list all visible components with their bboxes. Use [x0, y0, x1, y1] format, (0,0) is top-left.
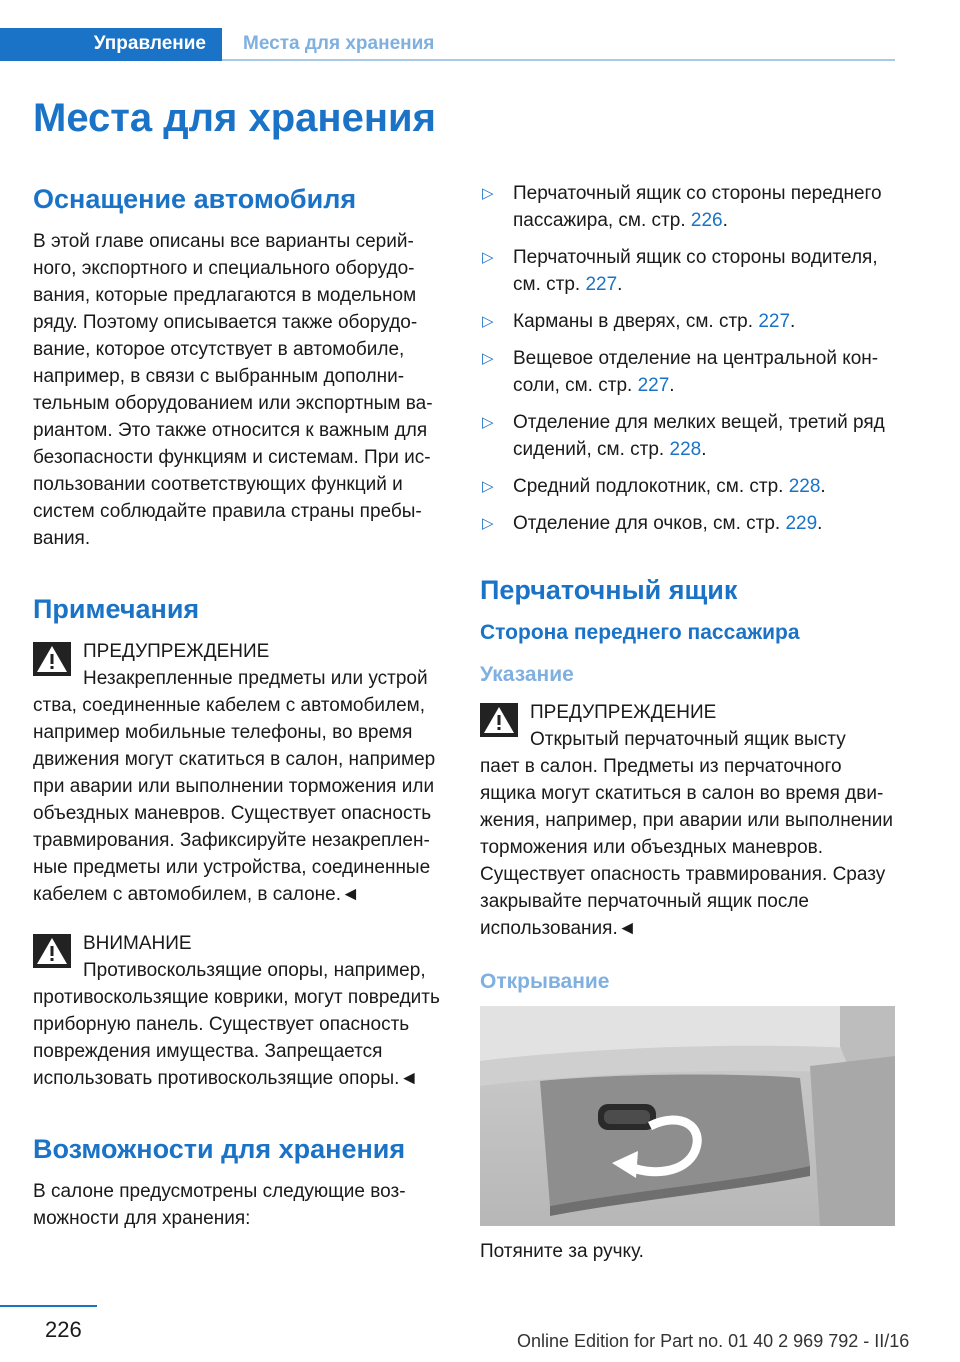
list-item: ▷ Перчаточный ящик со стороны водителя, см. стр. 227. [480, 244, 895, 298]
equipment-text: В этой главе описаны все варианты серийного, экспортного и специального оборудования, которые предлагаются в модельном ряду. Поэтому описывается также оборудование, которое отсутствует в автомобиле, например, в связи с выбранным дополнительным оборудованием или экспортным вариантом. Это также относится к важным для безопасности функциям и системам. При использовании соответствующих функций и систем соблюдайте правила страны пребывания. [33, 231, 433, 549]
caution-block [33, 930, 448, 1092]
triangle-bullet-icon: ▷ [482, 249, 494, 266]
list-item: ▷ Отделение для мелких вещей, третий ряд сидений, см. стр. 228. [480, 409, 895, 463]
caution-text: противоскользящие коврики, могут повредить приборную панель. Существует опасность повреждения имущества. Запрещается использовать противоскользящие опоры.◄ [33, 987, 440, 1089]
glovebox-photo [480, 1006, 895, 1226]
storage-text: В салоне предусмотрены следующие возможности для хранения: [33, 1181, 406, 1229]
header-section-tab [0, 28, 222, 61]
page-link[interactable]: 228 [788, 476, 821, 497]
glovebox-warning-label: ПРЕДУПРЕЖДЕНИЕ [530, 702, 717, 723]
list-item: ▷ Карманы в дверях, см. стр. 227. [480, 308, 895, 335]
left-column [33, 182, 448, 1232]
notes-heading: Примечания [33, 594, 200, 624]
warning-block-1 [33, 638, 448, 908]
page-link[interactable]: 228 [669, 439, 702, 460]
opening-heading: Открывание [480, 970, 610, 993]
page-link[interactable]: 227 [637, 375, 670, 396]
note-heading: Указание [480, 663, 574, 686]
header-section-label: Управление [93, 33, 206, 54]
equipment-heading: Оснащение автомобиля [33, 184, 357, 214]
page-link[interactable]: 227 [585, 274, 618, 295]
triangle-bullet-icon: ▷ [482, 350, 494, 367]
warning-1-label: ПРЕДУПРЕЖДЕНИЕ [83, 641, 270, 662]
page-link[interactable]: 227 [758, 311, 791, 332]
glovebox-heading: Перчаточный ящик [480, 575, 738, 605]
triangle-bullet-icon: ▷ [482, 185, 494, 202]
warning-triangle-icon [33, 642, 71, 676]
caution-first-line: Противоскользящие опоры, например, [83, 960, 426, 981]
page-title: Места для хранения [33, 96, 436, 140]
right-column [480, 180, 895, 1265]
passenger-side-heading: Сторона переднего пассажира [480, 621, 800, 644]
header-subsection-label: Места для хранения [243, 33, 435, 54]
page-link[interactable]: 226 [690, 210, 723, 231]
storage-list [480, 180, 895, 537]
list-item: ▷ Средний подлокотник, см. стр. 228. [480, 473, 895, 500]
warning-1-text: ства, соединенные кабелем с автомобилем, например мобильные телефоны, во время движения могут скатиться в салон, например при аварии или выполнении торможения или объездных маневров. Существует опасность травмирования. Зафиксируйте незакрепленные предметы или устройства, соединенные кабелем с автомобилем, в салоне.◄ [33, 695, 436, 905]
page-number: 226 [45, 1317, 82, 1342]
triangle-bullet-icon: ▷ [482, 414, 494, 431]
warning-triangle-icon [480, 703, 518, 737]
glovebox-warning-block [480, 699, 895, 942]
footer-divider [0, 1305, 97, 1307]
triangle-bullet-icon: ▷ [482, 478, 494, 495]
header-divider [222, 59, 895, 61]
photo-caption: Потяните за ручку. [480, 1241, 644, 1262]
caution-triangle-icon [33, 934, 71, 968]
storage-heading: Возможности для хранения [33, 1134, 406, 1164]
page-link[interactable]: 229 [785, 513, 818, 534]
edition-note: Online Edition for Part no. 01 40 2 969 792 - II/16 [517, 1331, 910, 1351]
list-item: ▷ Вещевое отделение на центральной консоли, см. стр. 227. [480, 345, 895, 399]
glovebox-illustration [480, 1006, 895, 1226]
warning-1-first-line: Незакрепленные предметы или устрой [83, 668, 428, 689]
running-header [0, 28, 895, 61]
list-item: ▷ Перчаточный ящик со стороны переднего пассажира, см. стр. 226. [480, 180, 895, 234]
caution-label: ВНИМАНИЕ [83, 933, 192, 954]
triangle-bullet-icon: ▷ [482, 515, 494, 532]
triangle-bullet-icon: ▷ [482, 313, 494, 330]
glovebox-warning-first-line: Открытый перчаточный ящик высту [530, 729, 846, 750]
list-item: ▷ Отделение для очков, см. стр. 229. [480, 510, 895, 537]
glovebox-warning-text: пает в салон. Предметы из перчаточного ящика могут скатиться в салон во время движения, например, при аварии или выполнении торможения или объездных маневров. Существует опасность травмирования. Сразу закрывайте перчаточный ящик после использования.◄ [480, 756, 893, 939]
